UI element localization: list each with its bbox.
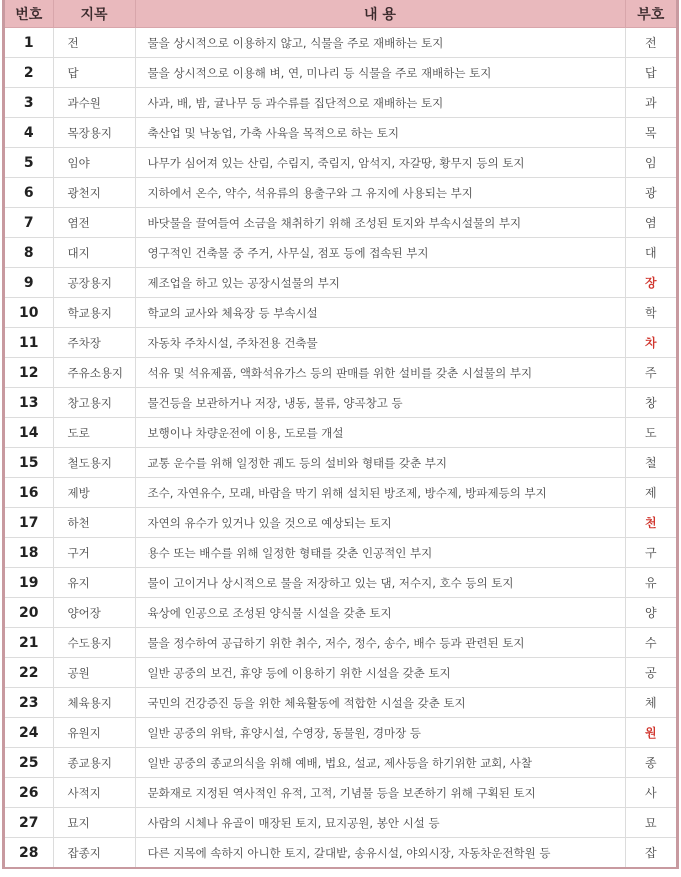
row-code: 철 — [625, 448, 676, 478]
table-body — [5, 28, 676, 868]
row-category: 구거 — [53, 538, 135, 568]
table-row — [5, 778, 676, 808]
row-category: 유지 — [53, 568, 135, 598]
row-number: 20 — [5, 598, 53, 628]
row-code: 답 — [625, 58, 676, 88]
table-row — [5, 538, 676, 568]
table-row — [5, 298, 676, 328]
row-content: 물건등을 보관하거나 저장, 냉동, 물류, 양곡창고 등 — [135, 388, 625, 418]
row-content: 다른 지목에 속하지 아니한 토지, 갈대밭, 송유시설, 야외시장, 자동차운전학원 등 — [135, 838, 625, 868]
row-content: 물을 정수하여 공급하기 위한 취수, 저수, 정수, 송수, 배수 등과 관련된 토지 — [135, 628, 625, 658]
row-number: 8 — [5, 238, 53, 268]
row-number: 13 — [5, 388, 53, 418]
row-category: 학교용지 — [53, 298, 135, 328]
row-code: 장 — [625, 268, 676, 298]
row-code: 잡 — [644, 846, 657, 860]
row-code: 공 — [625, 658, 676, 688]
table-row — [5, 118, 676, 148]
row-number: 16 — [5, 478, 53, 508]
row-content: 일반 공중의 종교의식을 위해 예배, 법요, 설교, 제사등을 하기위한 교회, 사찰 — [135, 748, 625, 778]
table-row — [5, 58, 676, 88]
row-number: 18 — [5, 538, 53, 568]
row-number: 4 — [5, 118, 53, 148]
table-row — [5, 448, 676, 478]
row-category: 공원 — [53, 658, 135, 688]
row-code: 유 — [625, 568, 676, 598]
row-category: 임야 — [53, 148, 135, 178]
row-category: 주차장 — [53, 328, 135, 358]
table-row — [5, 838, 676, 868]
row-content: 축산업 및 낙농업, 가축 사육을 목적으로 하는 토지 — [135, 118, 625, 148]
row-number: 17 — [5, 508, 53, 538]
row-number: 19 — [5, 568, 53, 598]
row-content: 사과, 배, 밤, 귤나무 등 과수류를 집단적으로 재배하는 토지 — [135, 88, 625, 118]
land-category-table-container — [2, 0, 679, 869]
row-number: 10 — [5, 298, 53, 328]
table-row — [5, 748, 676, 778]
row-number: 2 — [5, 58, 53, 88]
row-code: 대 — [625, 238, 676, 268]
table-row — [5, 418, 676, 448]
row-code: 구 — [625, 538, 676, 568]
row-code: 체 — [625, 688, 676, 718]
row-number: 24 — [5, 718, 53, 748]
row-number: 25 — [5, 748, 53, 778]
row-content: 일반 공중의 보건, 휴양 등에 이용하기 위한 시설을 갖춘 토지 — [135, 658, 625, 688]
row-code: 학 — [625, 298, 676, 328]
table-row — [5, 268, 676, 298]
table-row — [5, 628, 676, 658]
row-code: 목 — [625, 118, 676, 148]
row-code: 염 — [625, 208, 676, 238]
table-row — [5, 508, 676, 538]
row-category: 공장용지 — [53, 268, 135, 298]
row-content: 지하에서 온수, 약수, 석유류의 용출구와 그 유지에 사용되는 부지 — [135, 178, 625, 208]
table-row — [5, 598, 676, 628]
row-content: 학교의 교사와 체육장 등 부속시설 — [135, 298, 625, 328]
row-category: 주유소용지 — [53, 358, 135, 388]
row-code: 사 — [625, 778, 676, 808]
table-row — [5, 808, 676, 838]
row-content: 보행이나 차량운전에 이용, 도로를 개설 — [135, 418, 625, 448]
row-content: 자동차 주차시설, 주차전용 건축물 — [135, 328, 625, 358]
table-header-row — [5, 0, 676, 28]
row-content: 물이 고이거나 상시적으로 물을 저장하고 있는 댐, 저수지, 호수 등의 토지 — [135, 568, 625, 598]
row-content: 용수 또는 배수를 위해 일정한 형태를 갖춘 인공적인 부지 — [135, 538, 625, 568]
row-number: 28 — [5, 838, 53, 868]
row-category: 목장용지 — [53, 118, 135, 148]
row-code: 종 — [625, 748, 676, 778]
table-row — [5, 688, 676, 718]
row-number: 7 — [5, 208, 53, 238]
row-content: 물을 상시적으로 이용하지 않고, 식물을 주로 재배하는 토지 — [135, 28, 625, 58]
row-code: 원 — [625, 718, 676, 748]
row-category: 양어장 — [53, 598, 135, 628]
row-category: 체육용지 — [53, 688, 135, 718]
row-number: 6 — [5, 178, 53, 208]
row-content: 국민의 건강증진 등을 위한 체육활동에 적합한 시설을 갖춘 토지 — [135, 688, 625, 718]
row-number: 12 — [5, 358, 53, 388]
row-category: 잡종지 — [53, 838, 135, 868]
row-number: 11 — [5, 328, 53, 358]
row-category: 유원지 — [53, 718, 135, 748]
row-category: 묘지 — [53, 808, 135, 838]
row-number: 5 — [5, 148, 53, 178]
row-category: 수도용지 — [53, 628, 135, 658]
row-category: 답 — [53, 58, 135, 88]
table-row — [5, 88, 676, 118]
table-row — [5, 478, 676, 508]
header-content: 내 용 — [135, 0, 625, 28]
table-row — [5, 178, 676, 208]
row-code: 도 — [625, 418, 676, 448]
row-content: 일반 공중의 위탁, 휴양시설, 수영장, 동물원, 경마장 등 — [135, 718, 625, 748]
row-content: 교통 운수를 위해 일정한 궤도 등의 설비와 형태를 갖춘 부지 — [135, 448, 625, 478]
table-row — [5, 658, 676, 688]
row-category: 종교용지 — [53, 748, 135, 778]
header-category: 지목 — [53, 0, 135, 28]
row-number: 15 — [5, 448, 53, 478]
row-category: 하천 — [53, 508, 135, 538]
land-category-table — [5, 0, 676, 867]
table-row — [5, 238, 676, 268]
table-row — [5, 208, 676, 238]
row-number: 22 — [5, 658, 53, 688]
row-category: 대지 — [53, 238, 135, 268]
row-code: 임 — [625, 148, 676, 178]
row-number: 21 — [5, 628, 53, 658]
table-row — [5, 358, 676, 388]
row-code: 과 — [625, 88, 676, 118]
row-number: 9 — [5, 268, 53, 298]
row-content: 조수, 자연유수, 모래, 바람을 막기 위해 설치된 방조제, 방수제, 방파제등의 부지 — [135, 478, 625, 508]
row-category: 광천지 — [53, 178, 135, 208]
row-code: 천 — [625, 508, 676, 538]
table-row — [5, 148, 676, 178]
row-category: 과수원 — [53, 88, 135, 118]
table-row — [5, 718, 676, 748]
table-row — [5, 568, 676, 598]
row-category: 사적지 — [53, 778, 135, 808]
row-number: 3 — [5, 88, 53, 118]
row-code: 차 — [625, 328, 676, 358]
row-category: 제방 — [53, 478, 135, 508]
row-code: 제 — [625, 478, 676, 508]
row-content: 바닷물을 끌여들여 소금을 채취하기 위해 조성된 토지와 부속시설물의 부지 — [135, 208, 625, 238]
row-category: 철도용지 — [53, 448, 135, 478]
row-code: 수 — [625, 628, 676, 658]
row-content: 나무가 심어져 있는 산림, 수림지, 죽림지, 암석지, 자갈땅, 황무지 등의 토지 — [135, 148, 625, 178]
row-category: 염전 — [53, 208, 135, 238]
row-code: 광 — [625, 178, 676, 208]
table-row — [5, 388, 676, 418]
table-row — [5, 328, 676, 358]
row-content: 물을 상시적으로 이용해 벼, 연, 미나리 등 식물을 주로 재배하는 토지 — [135, 58, 625, 88]
row-category: 도로 — [53, 418, 135, 448]
row-number: 27 — [5, 808, 53, 838]
row-number: 1 — [5, 28, 53, 58]
row-content: 자연의 유수가 있거나 있을 것으로 예상되는 토지 — [135, 508, 625, 538]
row-number: 26 — [5, 778, 53, 808]
row-content: 문화재로 지정된 역사적인 유적, 고적, 기념물 등을 보존하기 위해 구획된 토지 — [135, 778, 625, 808]
row-content: 영구적인 건축물 중 주거, 사무실, 점포 등에 접속된 부지 — [135, 238, 625, 268]
row-number: 14 — [5, 418, 53, 448]
row-content: 제조업을 하고 있는 공장시설물의 부지 — [135, 268, 625, 298]
table-row — [5, 28, 676, 58]
row-code: 주 — [625, 358, 676, 388]
row-category: 창고용지 — [53, 388, 135, 418]
row-number: 23 — [5, 688, 53, 718]
row-code: 창 — [625, 388, 676, 418]
row-content: 육상에 인공으로 조성된 양식물 시설을 갖춘 토지 — [135, 598, 625, 628]
row-content: 석유 및 석유제품, 액화석유가스 등의 판매를 위한 설비를 갖춘 시설물의 부지 — [135, 358, 625, 388]
row-category: 전 — [53, 28, 135, 58]
row-code: 양 — [625, 598, 676, 628]
header-code: 부호 — [625, 0, 676, 28]
row-code: 묘 — [625, 808, 676, 838]
header-number: 번호 — [5, 0, 53, 28]
row-code: 전 — [625, 28, 676, 58]
row-content: 사람의 시체나 유골이 매장된 토지, 묘지공원, 봉안 시설 등 — [135, 808, 625, 838]
